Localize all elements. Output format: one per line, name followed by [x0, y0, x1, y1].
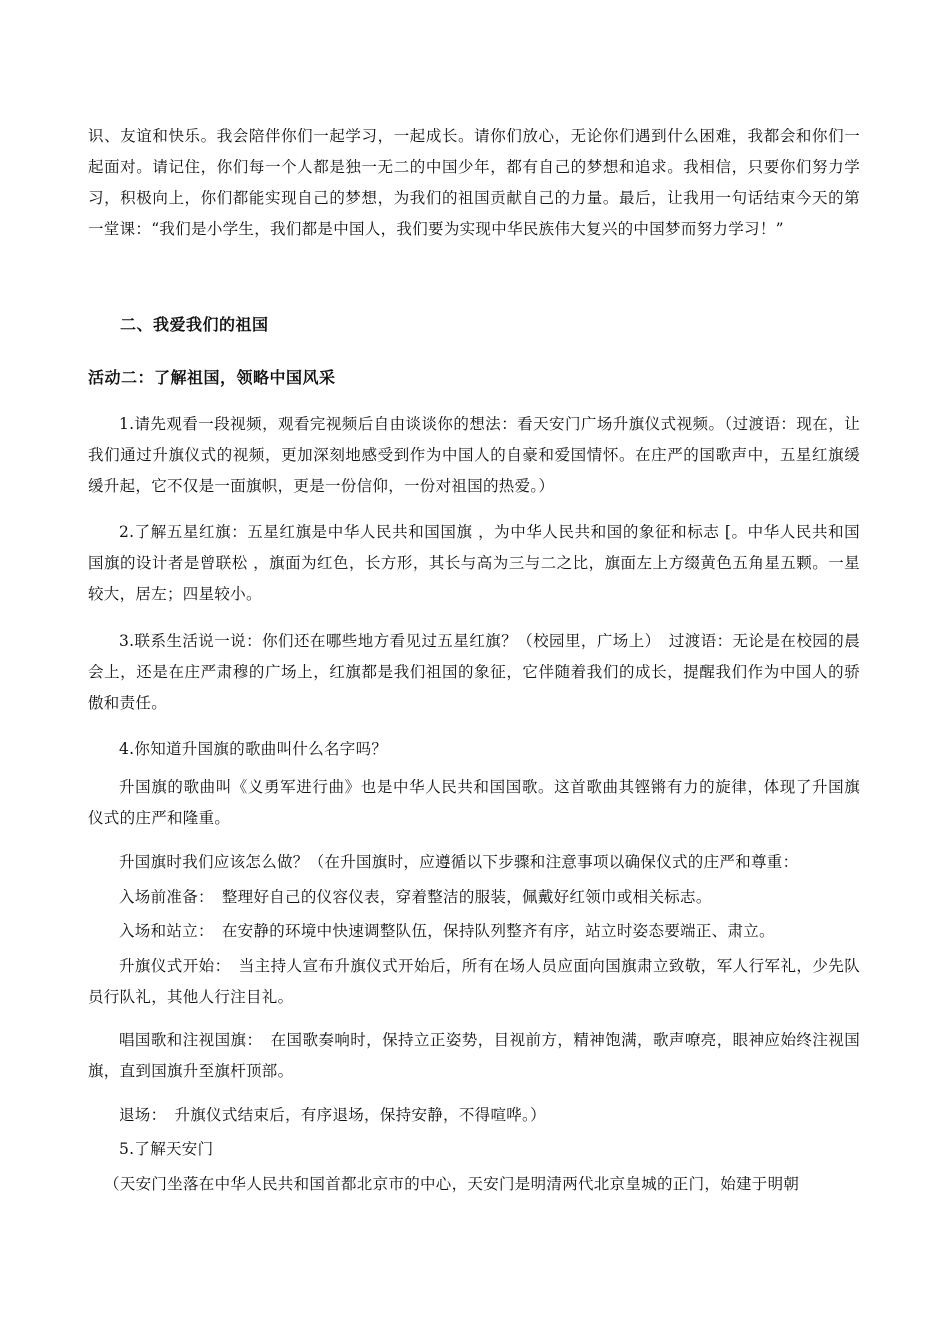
item-4-procedure-intro: 升国旗时我们应该怎么做？（在升国旗时，应遵循以下步骤和注意事项以确保仪式的庄严和尊重：	[119, 853, 799, 871]
step-entry-preparation: 入场前准备： 整理好自己的仪容仪表，穿着整洁的服装，佩戴好红领巾或相关标志。	[119, 888, 712, 906]
intro-paragraph: 识、友谊和快乐。我会陪伴你们一起学习，一起成长。请你们放心，无论你们遇到什么困难，我都会和你们一起面对。请记住，你们每一个人都是独一无二的中国少年，都有自己的梦想和追求。我相信，只要你们努力学习，积极向上，你们都能实现自己的梦想，为我们的祖国贡献自己的力量。最后，让我用一句话结束今天的第一堂课：“我们是小学生，我们都是中国人，我们要为实现中华民族伟大复兴的中国梦而努力学习！”	[88, 127, 860, 238]
section-heading: 二、我爱我们的祖国	[120, 315, 269, 334]
step-entry-standing: 入场和站立： 在安静的环境中快速调整队伍，保持队列整齐有序，站立时姿态要端正、肃立。	[119, 922, 775, 940]
step-exit: 退场： 升旗仪式结束后，有序退场，保持安静，不得喧哗。）	[119, 1106, 546, 1124]
item-3-paragraph: 3.联系生活说一说：你们还在哪些地方看见过五星红旗？（校园里，广场上） 过渡语：无论是在校园的晨会上，还是在庄严肃穆的广场上，红旗都是我们祖国的象征，它伴随着我们的成长，提醒我们作为中国人的骄傲和责任。	[88, 632, 860, 712]
item-5-heading: 5.了解天安门	[119, 1140, 214, 1158]
item-4-question: 4.你知道升国旗的歌曲叫什么名字吗？	[119, 740, 388, 758]
item-5-text: （天安门坐落在中华人民共和国首都北京市的中心，天安门是明清两代北京皇城的正门，始建于明朝	[104, 1175, 800, 1193]
item-4-answer: 升国旗的歌曲叫《义勇军进行曲》也是中华人民共和国国歌。这首歌曲其铿锵有力的旋律，体现了升国旗仪式的庄严和隆重。	[88, 778, 860, 827]
item-2-paragraph: 2.了解五星红旗：五星红旗是中华人民共和国国旗 ，为中华人民共和国的象征和标志 [。中华人民共和国国旗的设计者是曾联松 ，旗面为红色，长方形，其长与高为三与二之比，旗面左上方缀黄色五角星五颗。一星较大，居左；四星较小。	[88, 523, 860, 603]
item-1-paragraph: 1.请先观看一段视频，观看完视频后自由谈谈你的想法：看天安门广场升旗仪式视频。（过渡语：现在，让我们通过升旗仪式的视频，更加深刻地感受到作为中国人的自豪和爱国情怀。在庄严的国歌声中，五星红旗缓缓升起，它不仅是一面旗帜，更是一份信仰，一份对祖国的热爱。）	[88, 415, 860, 495]
step-ceremony-start: 升旗仪式开始： 当主持人宣布升旗仪式开始后，所有在场人员应面向国旗肃立致敬，军人行军礼，少先队员行队礼，其他人行注目礼。	[88, 957, 860, 1006]
step-anthem: 唱国歌和注视国旗： 在国歌奏响时，保持立正姿势，目视前方，精神饱满，歌声嘹亮，眼神应始终注视国旗，直到国旗升至旗杆顶部。	[88, 1031, 860, 1080]
activity-heading: 活动二：了解祖国，领略中国风采	[88, 368, 336, 387]
